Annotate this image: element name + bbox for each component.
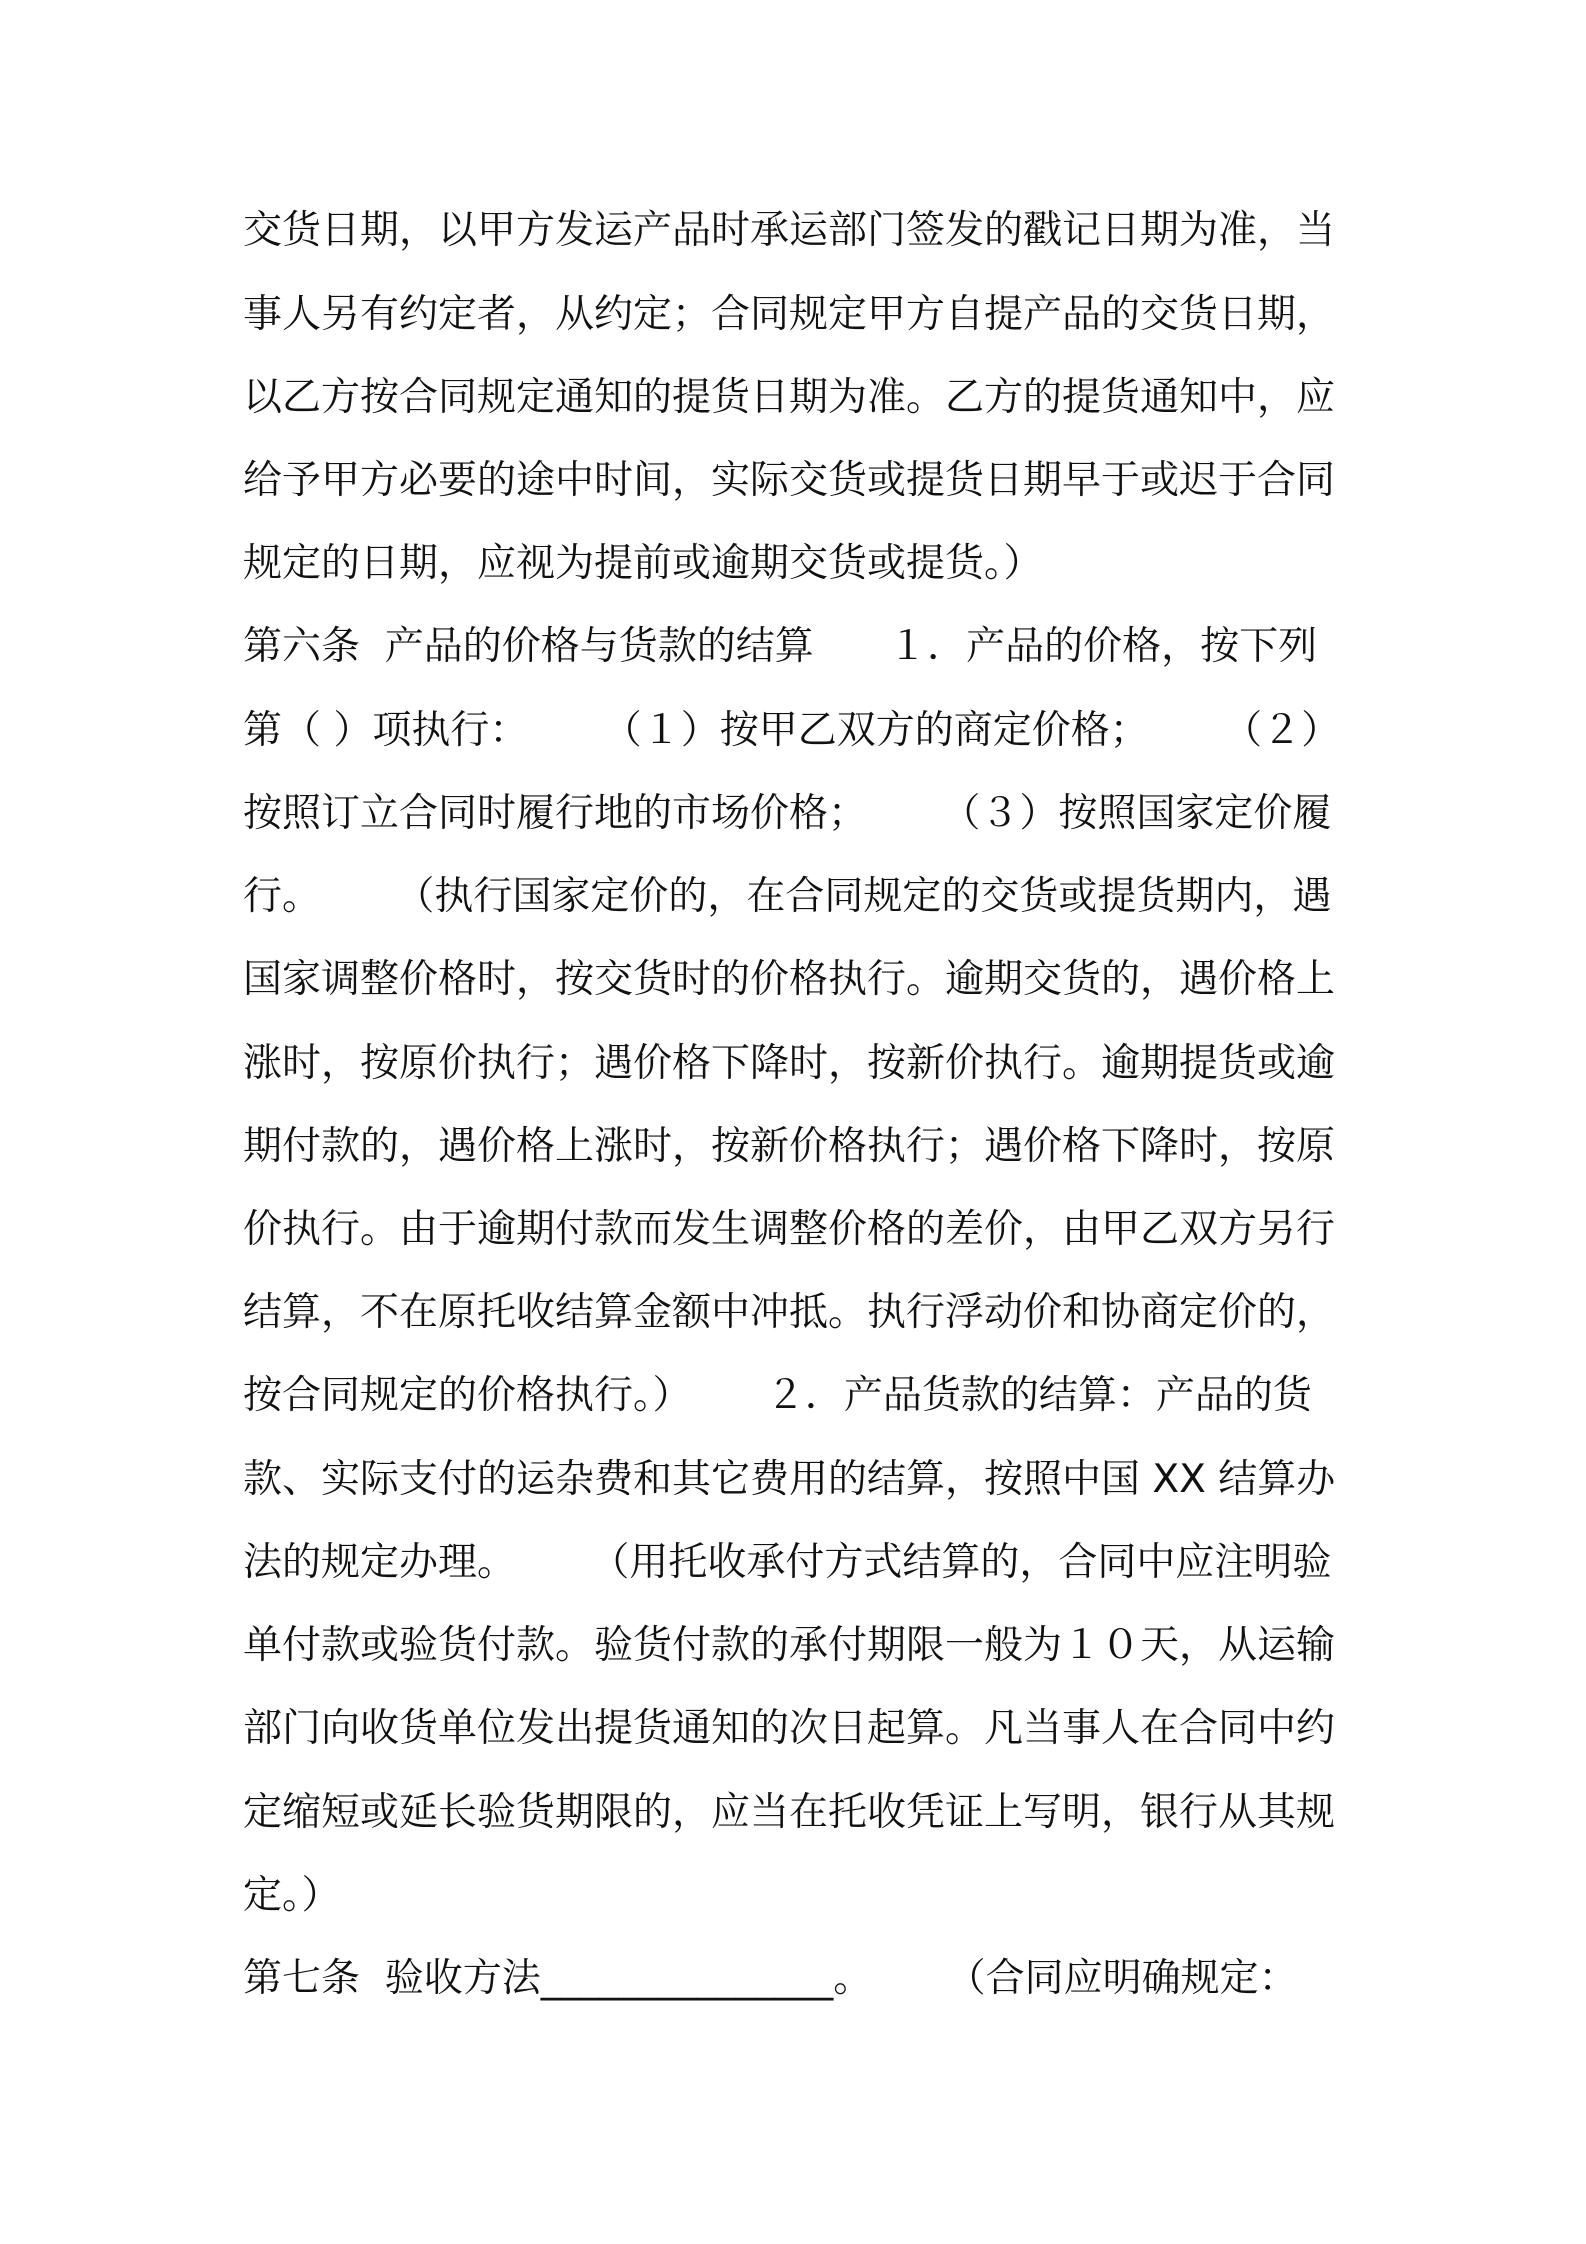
article-7-heading-line: 第七条 验收方法_______________。 （合同应明确规定： [243, 1956, 1298, 2001]
text-line: 第（ ）项执行： （１）按甲乙双方的商定价格； （２） [243, 708, 1341, 753]
text-line: 定。） [243, 1873, 341, 1918]
text-line: 按照订立合同时履行地的市场价格； （３）按照国家定价履 [243, 791, 1332, 836]
text-line: 以乙方按合同规定通知的提货日期为准。乙方的提货通知中，应 [243, 375, 1336, 420]
text-line: 交货日期，以甲方发运产品时承运部门签发的戳记日期为准，当 [243, 208, 1336, 253]
text-line: 定缩短或延长验货期限的，应当在托收凭证上写明，银行从其规 [243, 1790, 1336, 1835]
text-line: 价执行。由于逾期付款而发生调整价格的差价，由甲乙双方另行 [243, 1207, 1336, 1252]
text-line: 按合同规定的价格执行。） ２．产品货款的结算：产品的货 [243, 1373, 1312, 1418]
article-6-heading-line: 第六条 产品的价格与货款的结算 １．产品的价格，按下列 [243, 624, 1318, 669]
text-line: 事人另有约定者，从约定；合同规定甲方自提产品的交货日期， [243, 292, 1336, 337]
text-line: 给予甲方必要的途中时间，实际交货或提货日期早于或迟于合同 [243, 458, 1336, 503]
text-line: 部门向收货单位发出提货通知的次日起算。凡当事人在合同中约 [243, 1706, 1336, 1751]
text-line: 法的规定办理。 （用托收承付方式结算的，合同中应注明验 [243, 1540, 1332, 1585]
text-line: 规定的日期，应视为提前或逾期交货或提货。） [243, 541, 1043, 586]
text-line: 款、实际支付的运杂费和其它费用的结算，按照中国 XX 结算办 [243, 1457, 1336, 1502]
text-line: 单付款或验货付款。验货付款的承付期限一般为１０天，从运输 [243, 1623, 1336, 1668]
text-line: 国家调整价格时，按交货时的价格执行。逾期交货的，遇价格上 [243, 957, 1336, 1002]
text-line: 结算，不在原托收结算金额中冲抵。执行浮动价和协商定价的， [243, 1290, 1336, 1335]
text-line: 行。 （执行国家定价的，在合同规定的交货或提货期内，遇 [243, 874, 1332, 919]
text-line: 涨时，按原价执行；遇价格下降时，按新价执行。逾期提货或逾 [243, 1041, 1336, 1086]
text-line: 期付款的，遇价格上涨时，按新价格执行；遇价格下降时，按原 [243, 1124, 1336, 1169]
